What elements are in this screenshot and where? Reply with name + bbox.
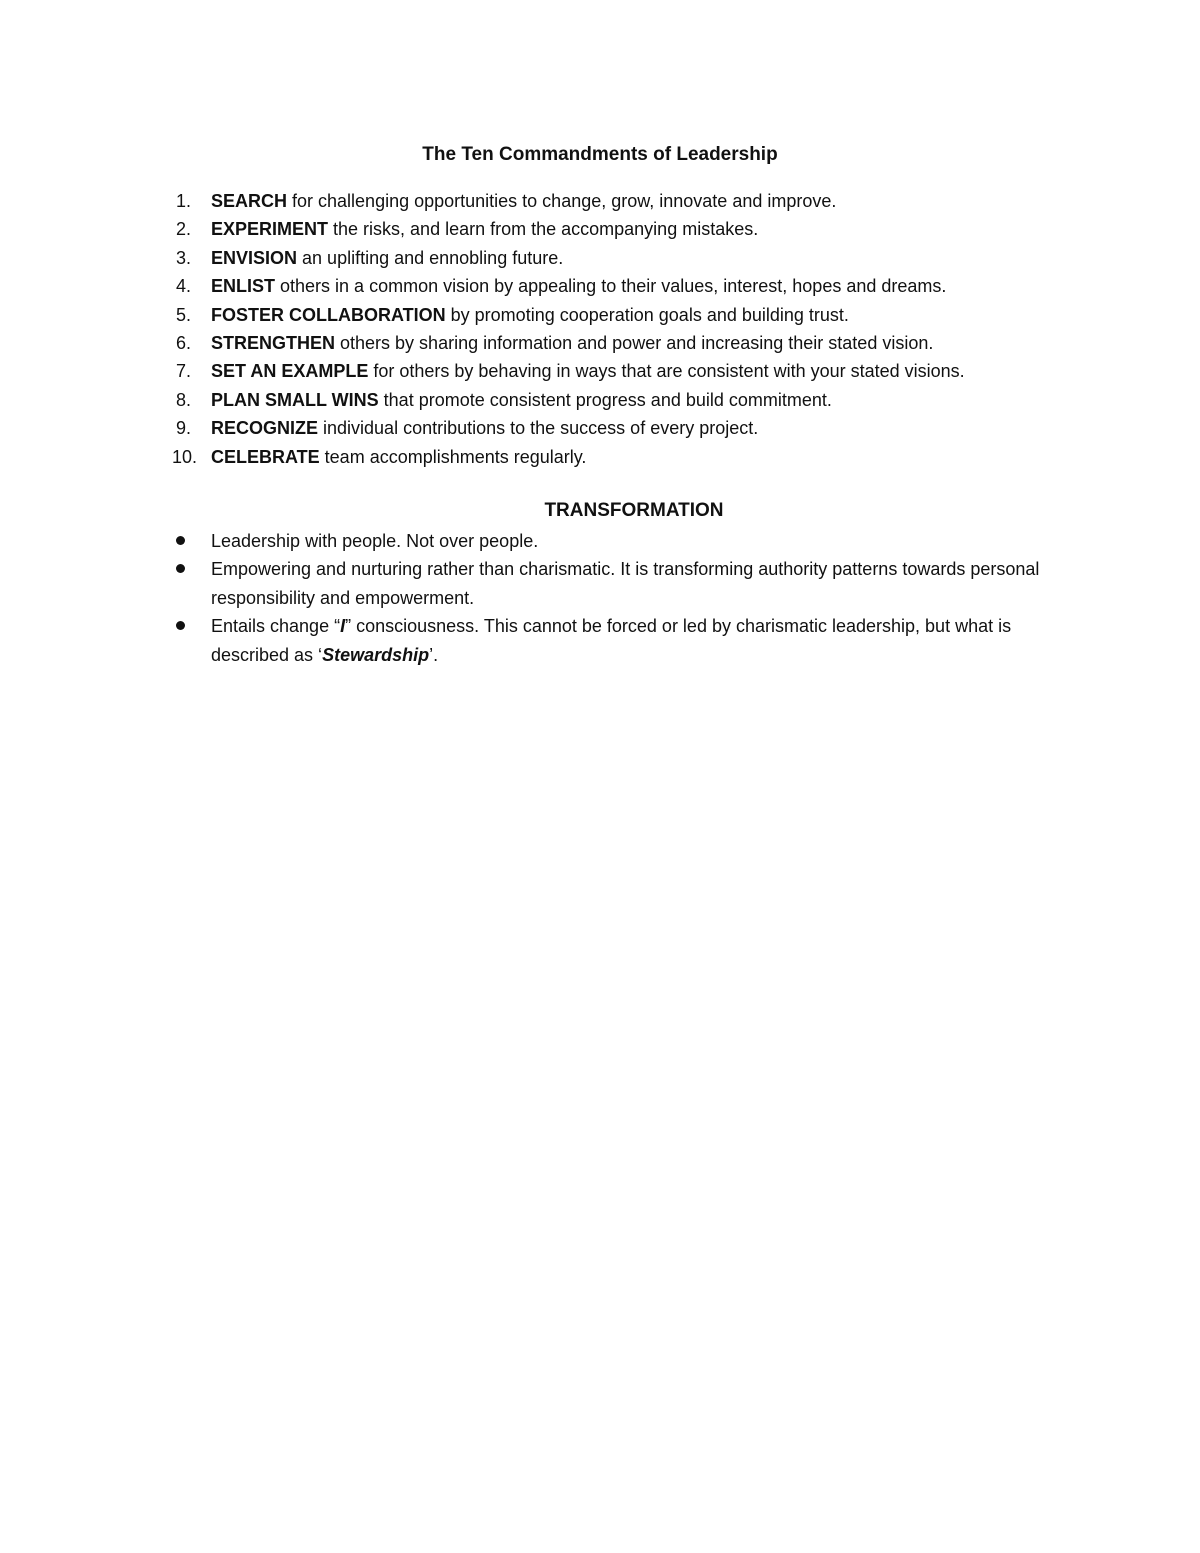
list-number: 5. xyxy=(176,304,192,325)
transformation-heading: TRANSFORMATION xyxy=(544,500,724,521)
list-number: 7. xyxy=(176,361,192,382)
bullet-text-part: ’. xyxy=(429,644,439,665)
bullet-dot-icon xyxy=(176,564,185,573)
list-number: 9. xyxy=(176,418,192,439)
list-item xyxy=(172,357,965,385)
commandments-list xyxy=(172,187,965,471)
document-title: The Ten Commandments of Leadership xyxy=(422,144,778,165)
list-text: for others by behaving in ways that are consistent with your stated visions. xyxy=(368,361,965,382)
bullet-text: Empowering and nurturing rather than charismatic. It is transforming authority patterns towards personal responsibility and empowerment. xyxy=(211,559,1040,608)
transformation-list xyxy=(172,527,1072,669)
list-item xyxy=(172,386,965,414)
list-text: others by sharing information and power and increasing their stated vision. xyxy=(335,332,934,353)
list-number: 2. xyxy=(176,219,192,240)
list-number: 10. xyxy=(172,446,198,467)
list-number: 6. xyxy=(176,332,192,353)
bullet-dot-icon xyxy=(176,621,185,630)
list-keyword: SET AN EXAMPLE xyxy=(211,361,369,382)
list-item xyxy=(172,414,965,442)
list-keyword: STRENGTHEN xyxy=(211,332,336,353)
list-text: that promote consistent progress and build commitment. xyxy=(378,389,832,410)
list-keyword: ENLIST xyxy=(211,276,276,297)
bullet-item xyxy=(172,555,1072,612)
list-text: team accomplishments regularly. xyxy=(319,446,587,467)
list-item xyxy=(172,187,965,215)
list-item xyxy=(172,244,965,272)
list-text: for challenging opportunities to change, grow, innovate and improve. xyxy=(287,191,837,211)
list-item xyxy=(172,301,965,329)
list-number: 4. xyxy=(176,276,192,297)
bullet-text-part: Entails change “ xyxy=(211,616,341,637)
bullet-text-part: ” consciousness. This cannot be forced or led by charismatic leadership, but what is described as ‘ xyxy=(211,616,1012,665)
list-text: others in a common vision by appealing to their values, interest, hopes and dreams. xyxy=(275,276,947,297)
list-text: an uplifting and ennobling future. xyxy=(297,247,564,268)
list-text: the risks, and learn from the accompanying mistakes. xyxy=(328,219,759,240)
list-item xyxy=(172,329,965,357)
list-keyword: ENVISION xyxy=(211,247,298,268)
list-keyword: CELEBRATE xyxy=(211,446,320,467)
list-keyword: EXPERIMENT xyxy=(211,219,329,240)
bullet-emphasis-i: I xyxy=(340,616,346,637)
bullet-item xyxy=(172,527,1072,555)
list-number: 8. xyxy=(176,389,192,410)
list-text: by promoting cooperation goals and building trust. xyxy=(445,304,849,325)
list-item xyxy=(172,272,965,300)
bullet-emphasis-stewardship: Stewardship xyxy=(322,644,430,665)
bullet-dot-icon xyxy=(176,536,185,545)
list-keyword: FOSTER COLLABORATION xyxy=(211,304,446,325)
list-keyword: RECOGNIZE xyxy=(211,418,319,439)
bullet-item xyxy=(172,612,1072,669)
bullet-text: Leadership with people. Not over people. xyxy=(211,531,539,551)
list-keyword: PLAN SMALL WINS xyxy=(211,389,379,410)
list-text: individual contributions to the success of every project. xyxy=(318,418,759,439)
list-keyword: SEARCH xyxy=(211,191,288,211)
list-item xyxy=(172,215,965,243)
list-number: 1. xyxy=(176,191,192,211)
list-number: 3. xyxy=(176,247,192,268)
list-item xyxy=(172,443,965,471)
